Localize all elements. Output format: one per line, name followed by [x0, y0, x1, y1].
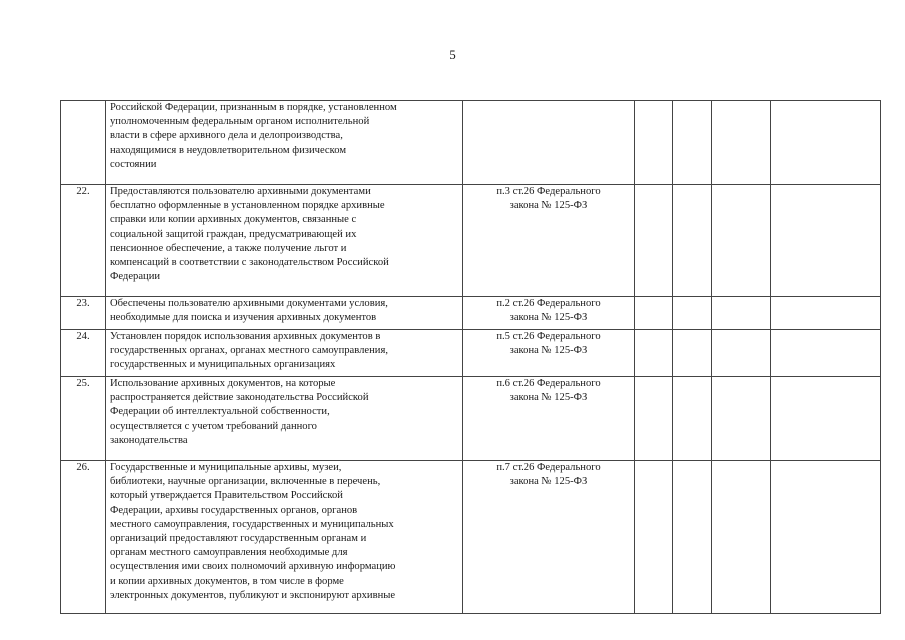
reference-line: закона № 125-ФЗ	[509, 200, 588, 212]
empty-cell	[712, 101, 771, 185]
row-number: 22.	[61, 185, 106, 297]
empty-cell	[635, 330, 673, 377]
legal-reference	[463, 377, 635, 461]
requirement-text	[106, 330, 463, 377]
reference-line: закона № 125-ФЗ	[509, 345, 588, 357]
requirement-line: справки или копии архивных документов, связанные с	[110, 214, 357, 226]
empty-cell	[635, 461, 673, 614]
row-number: 25.	[61, 377, 106, 461]
requirement-line: Предоставляются пользователю архивными документами	[110, 186, 371, 197]
table-row	[61, 461, 881, 614]
requirement-line: Российской Федерации, признанным в порядке, установленном	[110, 102, 397, 113]
requirement-line: власти в сфере архивного дела и делопроизводства,	[110, 130, 343, 142]
requirement-line: Федерации, архивы государственных органов, органов	[110, 504, 358, 516]
empty-cell	[712, 297, 771, 330]
requirement-line: распространяется действие законодательства Российской	[110, 392, 369, 404]
reference-line: закона № 125-ФЗ	[509, 312, 588, 324]
requirement-text	[106, 297, 463, 330]
requirement-line: государственных органах, органах местного самоуправления,	[110, 345, 388, 357]
empty-cell	[771, 185, 881, 297]
legal-reference	[463, 297, 635, 330]
reference-line: п.6 ст.26 Федерального	[496, 378, 601, 389]
empty-cell	[771, 461, 881, 614]
table-row	[61, 330, 881, 377]
empty-cell	[771, 330, 881, 377]
requirement-line: органам местного самоуправления необходимые для	[110, 547, 348, 559]
empty-cell	[771, 101, 881, 185]
legal-reference	[463, 461, 635, 614]
empty-cell	[635, 185, 673, 297]
empty-cell	[673, 330, 712, 377]
empty-cell	[673, 297, 712, 330]
requirement-line: осуществления ими своих полномочий архивную информацию	[110, 561, 396, 573]
requirement-line: находящимися в неудовлетворительном физическом	[110, 144, 347, 156]
page-number: 5	[449, 47, 456, 62]
requirement-line: Обеспечены пользователю архивными документами условия,	[110, 298, 388, 309]
reference-line: п.3 ст.26 Федерального	[496, 186, 601, 197]
requirement-line: Федерации	[110, 271, 161, 283]
table-row	[61, 101, 881, 185]
reference-line: п.7 ст.26 Федерального	[496, 462, 601, 473]
empty-cell	[712, 377, 771, 461]
empty-cell	[635, 377, 673, 461]
requirement-line: который утверждается Правительством Российской	[110, 490, 343, 502]
requirement-line: Установлен порядок использования архивных документов в	[110, 331, 381, 342]
requirement-line: бесплатно оформленные в установленном порядке архивные	[110, 200, 385, 212]
row-number: 23.	[61, 297, 106, 330]
reference-line: п.2 ст.26 Федерального	[496, 298, 601, 309]
requirement-line: библиотеки, научные организации, включенные в перечень,	[110, 476, 381, 488]
requirement-line: состоянии	[110, 158, 157, 170]
empty-cell	[712, 461, 771, 614]
requirement-text	[106, 185, 463, 297]
requirement-text	[106, 101, 463, 185]
table-row	[61, 185, 881, 297]
empty-cell	[771, 297, 881, 330]
requirement-line: организаций предоставляют государственным органам и	[110, 533, 367, 545]
requirement-line: местного самоуправления, государственных и муниципальных	[110, 518, 394, 530]
row-number	[61, 101, 106, 185]
table-row	[61, 377, 881, 461]
row-number: 24.	[61, 330, 106, 377]
empty-cell	[712, 185, 771, 297]
legal-reference	[463, 185, 635, 297]
requirement-line: социальной защитой граждан, предусматривающей их	[110, 228, 357, 240]
requirement-line: государственных и муниципальных организациях	[110, 359, 336, 371]
requirement-line: и копии архивных документов, в том числе в форме	[110, 575, 344, 587]
requirement-line: компенсаций в соответствии с законодательством Российской	[110, 257, 389, 269]
empty-cell	[673, 101, 712, 185]
requirement-text	[106, 461, 463, 614]
requirement-line: электронных документов, публикуют и экспонируют архивные	[110, 589, 396, 601]
requirement-line: осуществляется с учетом требований данного	[110, 420, 317, 432]
empty-cell	[673, 185, 712, 297]
reference-line: п.5 ст.26 Федерального	[496, 331, 601, 342]
legal-reference	[463, 101, 635, 185]
empty-cell	[673, 461, 712, 614]
requirement-text	[106, 377, 463, 461]
requirement-line: уполномоченным федеральным органом исполнительной	[110, 116, 370, 128]
empty-cell	[635, 297, 673, 330]
requirement-line: законодательства	[110, 434, 188, 446]
requirement-line: Федерации об интеллектуальной собственности,	[110, 406, 330, 418]
reference-line: закона № 125-ФЗ	[509, 476, 588, 488]
empty-cell	[771, 377, 881, 461]
legal-reference	[463, 330, 635, 377]
empty-cell	[635, 101, 673, 185]
requirement-line: Использование архивных документов, на которые	[110, 378, 336, 389]
checklist-table	[60, 100, 881, 614]
requirement-line: необходимые для поиска и изучения архивных документов	[110, 312, 377, 324]
empty-cell	[712, 330, 771, 377]
requirement-line: пенсионное обеспечение, а также получение льгот и	[110, 242, 347, 254]
requirement-line: Государственные и муниципальные архивы, музеи,	[110, 462, 342, 473]
row-number: 26.	[61, 461, 106, 614]
table-row	[61, 297, 881, 330]
empty-cell	[673, 377, 712, 461]
reference-line: закона № 125-ФЗ	[509, 392, 588, 404]
